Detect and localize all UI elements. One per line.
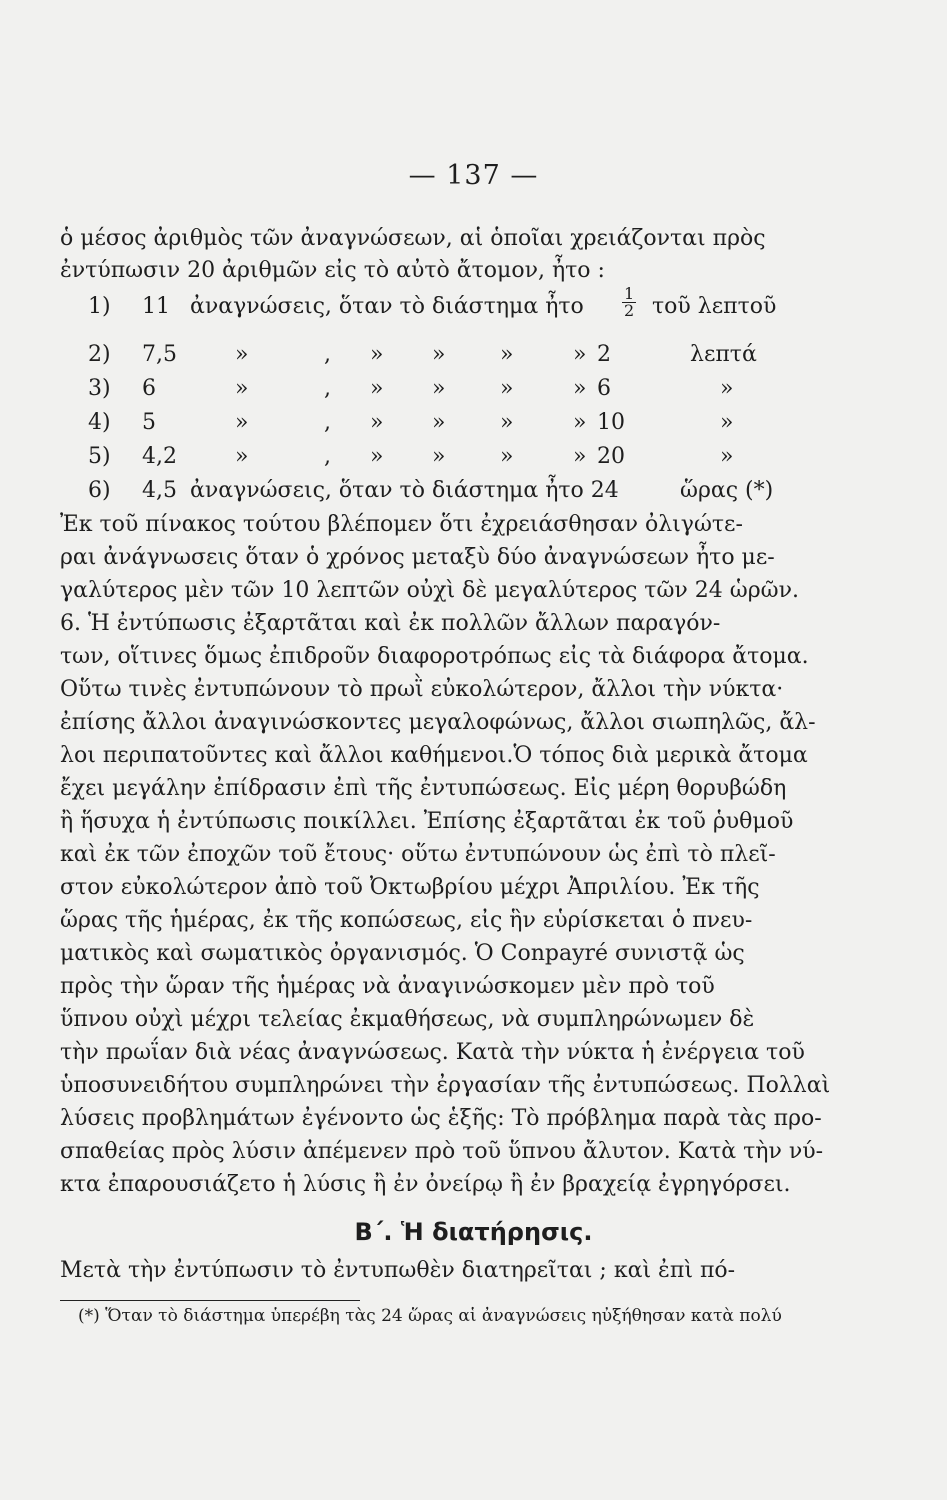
- row-text: ἀναγνώσεις, ὅταν τὸ διάστημα ἦτο: [190, 294, 584, 319]
- body-line: ἢ ἥσυχα ἡ ἐντύπωσις ποικίλλει. Ἐπίσης ἐξαρτᾶται ἐκ τοῦ ῥυθμοῦ: [60, 809, 794, 834]
- body-line: ματικὸς καὶ σωματικὸς ὀργανισμός. Ὁ Conpayré συνιστᾷ ὡς: [60, 941, 745, 966]
- row-number: 6): [88, 478, 111, 503]
- row-value: 10: [597, 410, 625, 435]
- row-count: 5: [142, 410, 156, 435]
- row-text: ἀναγνώσεις, ὅταν τὸ διάστημα ἦτο 24: [190, 478, 619, 503]
- row-number: 1): [88, 294, 111, 319]
- table-row: [60, 374, 880, 408]
- table-row: [60, 442, 880, 476]
- row-value: 20: [597, 444, 625, 469]
- table-row: [60, 284, 880, 326]
- intro-line-1: ὁ μέσος ἀριθμὸς τῶν ἀναγνώσεων, αἱ ὁποῖαι χρειάζονται πρὸς: [60, 226, 766, 251]
- body-line: ὥρας τῆς ἡμέρας, ἐκ τῆς κοπώσεως, εἰς ἣν εὑρίσκεται ὁ πνευ-: [60, 908, 753, 933]
- footnote: (*) Ὅταν τὸ διάστημα ὑπερέβη τὰς 24 ὥρας αἱ ἀναγνώσεις ηὐξήθησαν κατὰ πολύ: [78, 1306, 782, 1326]
- comma: ,: [324, 376, 331, 401]
- body-line: λοι περιπατοῦντες καὶ ἄλλοι καθήμενοι.Ὁ τόπος διὰ μερικὰ ἄτομα: [60, 743, 808, 768]
- row-value: 6: [597, 376, 611, 401]
- body-line: 6. Ἡ ἐντύπωσις ἐξαρτᾶται καὶ ἐκ πολλῶν ἄλλων παραγόν-: [60, 611, 721, 636]
- row-unit: ὥρας (*): [680, 478, 774, 503]
- body-line: ἔχει μεγάλην ἐπίδρασιν ἐπὶ τῆς ἐντυπώσεως. Εἰς μέρη θορυβώδη: [60, 776, 787, 801]
- ditto-mark: »: [432, 342, 446, 367]
- row-unit: »: [720, 410, 734, 435]
- body-line: στον εὐκολώτερον ἀπὸ τοῦ Ὀκτωβρίου μέχρι Ἀπριλίου. Ἐκ τῆς: [60, 875, 760, 900]
- ditto-mark: »: [500, 410, 514, 435]
- body-line: καὶ ἐκ τῶν ἐποχῶν τοῦ ἔτους· οὕτω ἐντυπώνουν ὡς ἐπὶ τὸ πλεῖ-: [60, 842, 776, 867]
- ditto-mark: »: [573, 410, 587, 435]
- ditto-mark: »: [370, 410, 384, 435]
- ditto-mark: »: [370, 376, 384, 401]
- body-line: ὕπνου οὐχὶ μέχρι τελείας ἐκμαθήσεως, νὰ συμπληρώνωμεν δὲ: [60, 1007, 755, 1032]
- body-line: γαλύτερος μὲν τῶν 10 λεπτῶν οὐχὶ δὲ μεγαλύτερος τῶν 24 ὡρῶν.: [60, 578, 799, 603]
- row-number: 5): [88, 444, 111, 469]
- body-line: Οὕτω τινὲς ἐντυπώνουν τὸ πρωῒ εὐκολώτερον, ἄλλοι τὴν νύκτα·: [60, 677, 784, 702]
- row-value: 2: [597, 342, 611, 367]
- fraction-numerator: 1: [624, 284, 635, 303]
- intro-line-2: ἐντύπωσιν 20 ἀριθμῶν εἰς τὸ αὐτὸ ἄτομον, ἦτο :: [60, 258, 605, 283]
- ditto-mark: »: [432, 444, 446, 469]
- ditto-mark: »: [235, 410, 249, 435]
- footnote-divider: [60, 1300, 360, 1301]
- row-count: 11: [142, 294, 170, 319]
- row-count: 4,2: [142, 444, 177, 469]
- fraction: [618, 286, 640, 319]
- ditto-mark: »: [573, 444, 587, 469]
- ditto-mark: »: [235, 376, 249, 401]
- ditto-mark: »: [500, 342, 514, 367]
- fraction-denominator: 2: [624, 301, 635, 320]
- body-line: τὴν πρωΐαν διὰ νέας ἀναγνώσεως. Κατὰ τὴν νύκτα ἡ ἐνέργεια τοῦ: [60, 1040, 805, 1065]
- row-unit: »: [720, 376, 734, 401]
- ditto-mark: »: [432, 376, 446, 401]
- table-row: [60, 408, 880, 442]
- body-line: ὑποσυνειδήτου συμπληρώνει τὴν ἐργασίαν τῆς ἐντυπώσεως. Πολλαὶ: [60, 1073, 831, 1098]
- body-line: λύσεις προβλημάτων ἐγένοντο ὡς ἑξῆς: Τὸ πρόβλημα παρὰ τὰς προ-: [60, 1106, 822, 1131]
- ditto-mark: »: [500, 376, 514, 401]
- comma: ,: [324, 342, 331, 367]
- comma: ,: [324, 444, 331, 469]
- ditto-mark: »: [432, 410, 446, 435]
- row-number: 4): [88, 410, 111, 435]
- row-number: 3): [88, 376, 111, 401]
- ditto-mark: »: [500, 444, 514, 469]
- ditto-mark: »: [573, 376, 587, 401]
- row-count: 7,5: [142, 342, 177, 367]
- row-number: 2): [88, 342, 111, 367]
- ditto-mark: »: [235, 444, 249, 469]
- body-line: ραι ἀνάγνωσεις ὅταν ὁ χρόνος μεταξὺ δύο ἀναγνώσεων ἦτο με-: [60, 545, 775, 570]
- comma: ,: [324, 410, 331, 435]
- row-unit: λεπτά: [690, 342, 757, 367]
- ditto-mark: »: [370, 444, 384, 469]
- body-line: σπαθείας πρὸς λύσιν ἀπέμενεν πρὸ τοῦ ὕπνου ἄλυτον. Κατὰ τὴν νύ-: [60, 1139, 823, 1164]
- body-line: ἐπίσης ἄλλοι ἀναγινώσκοντες μεγαλοφώνως, ἄλλοι σιωπηλῶς, ἄλ-: [60, 710, 816, 735]
- row-count: 4,5: [142, 478, 177, 503]
- section-heading: Β΄. Ἡ διατήρησις.: [354, 1218, 593, 1246]
- table-row: [60, 476, 880, 510]
- ditto-mark: »: [235, 342, 249, 367]
- body-line: των, οἵτινες ὅμως ἐπιδροῦν διαφοροτρόπως εἰς τὰ διάφορα ἄτομα.: [60, 644, 809, 669]
- body-line: κτα ἐπαρουσιάζετο ἡ λύσις ἢ ἐν ὀνείρῳ ἢ ἐν βραχείᾳ ἐγρηγόρσει.: [60, 1172, 791, 1197]
- table-row: [60, 340, 880, 374]
- row-unit: τοῦ λεπτοῦ: [652, 294, 777, 319]
- row-unit: »: [720, 444, 734, 469]
- body-line: Ἐκ τοῦ πίνακος τούτου βλέπομεν ὅτι ἐχρειάσθησαν ὀλιγώτε-: [60, 512, 743, 537]
- body-line: Μετὰ τὴν ἐντύπωσιν τὸ ἐντυπωθὲν διατηρεῖται ; καὶ ἐπὶ πό-: [60, 1258, 736, 1283]
- ditto-mark: »: [370, 342, 384, 367]
- row-count: 6: [142, 376, 156, 401]
- body-line: πρὸς τὴν ὥραν τῆς ἡμέρας νὰ ἀναγινώσκομεν μὲν πρὸ τοῦ: [60, 974, 715, 999]
- page-number: — 137 —: [408, 160, 539, 191]
- ditto-mark: »: [573, 342, 587, 367]
